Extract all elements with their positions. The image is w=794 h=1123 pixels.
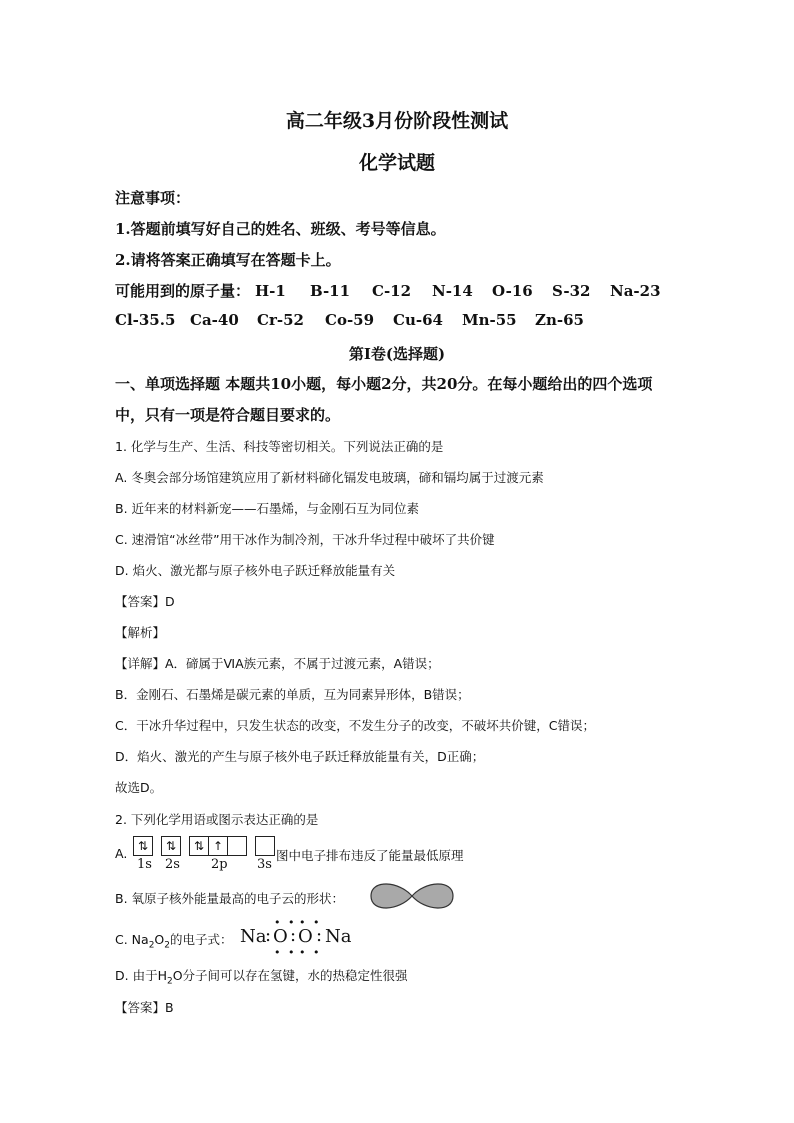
orbital-box-2p-1: ⇅ <box>189 836 209 856</box>
q1-detail-3: C．干冰升华过程中，只发生状态的改变，不发生分子的改变，不破坏共价键，C错误； <box>115 718 595 733</box>
electron-formula-o-2: O <box>298 926 313 947</box>
atomic-mass-item: S-32 <box>552 282 591 300</box>
orbital-label-2s: 2s <box>165 857 180 872</box>
q2-option-c-sub1: 2 <box>148 940 155 951</box>
q1-answer: 【答案】D <box>115 594 175 609</box>
q1-detail-5: 故选D。 <box>115 780 163 795</box>
q2-option-c-sub2: 2 <box>164 940 170 951</box>
section-heading: 第I卷(选择题) <box>348 345 446 363</box>
page-title: 高二年级3月份阶段性测试 <box>285 110 509 132</box>
atomic-mass-item: C-12 <box>372 282 412 300</box>
atomic-mass-row-2 <box>115 311 584 329</box>
atomic-mass-item: Cl-35.5 <box>115 311 176 329</box>
orbital-box-2p-2: ↑ <box>208 836 228 856</box>
notice-heading: 注意事项： <box>115 189 191 207</box>
q1-stem: 1. 化学与生产、生活、科技等密切相关。下列说法正确的是 <box>115 439 444 454</box>
q2-option-d-prefix: D. 由于H <box>115 968 167 983</box>
atomic-mass-item: N-14 <box>432 282 473 300</box>
orbital-box-2p-3 <box>227 836 247 856</box>
atomic-mass-item: Mn-55 <box>462 311 517 329</box>
q1-analysis-label: 【解析】 <box>115 625 166 640</box>
q1-option-c: C. 速滑馆“冰丝带”用干冰作为制冷剂，干冰升华过程中破坏了共价键 <box>115 532 495 547</box>
q2-option-a-text: 图中电子排布违反了能量最低原理 <box>276 848 464 863</box>
page-subtitle: 化学试题 <box>358 152 435 174</box>
p-orbital-cloud-icon <box>369 880 455 912</box>
q2-option-c-suffix: 的电子式： <box>170 932 233 947</box>
q2-option-d-suffix: O分子间可以存在氢键，水的热稳定性很强 <box>172 968 408 983</box>
electron-formula-o-1: O <box>273 926 288 947</box>
atomic-mass-item: Na-23 <box>610 282 661 300</box>
electron-formula-colon-1: : <box>265 925 272 946</box>
electron-formula-colon-2: : <box>290 925 297 946</box>
lone-pair-dots-bottom-2: • • <box>299 946 322 959</box>
orbital-label-2p: 2p <box>211 857 228 872</box>
q2-option-c-mid: O <box>154 932 165 947</box>
q2-option-d <box>115 966 408 987</box>
orbital-box-1s: ⇅ <box>133 836 153 856</box>
q2-stem: 2. 下列化学用语或图示表达正确的是 <box>115 812 319 827</box>
q1-option-a: A. 冬奥会部分场馆建筑应用了新材料碲化镉发电玻璃，碲和镉均属于过渡元素 <box>115 470 544 485</box>
atomic-mass-item: Cu-64 <box>393 311 443 329</box>
electron-formula-colon-3: : <box>316 925 323 946</box>
q1-option-b: B. 近年来的材料新宠——石墨烯，与金刚石互为同位素 <box>115 501 420 516</box>
atomic-mass-item: B-11 <box>310 282 351 300</box>
atomic-mass-label: 可能用到的原子量： <box>115 282 251 300</box>
electron-formula-na-right: Na <box>325 926 352 947</box>
q2-option-d-sub: 2 <box>166 976 173 987</box>
orbital-label-1s: 1s <box>137 857 152 872</box>
lone-pair-dots-top-1: • • <box>274 916 297 929</box>
q2-option-a-prefix: A. <box>115 846 128 861</box>
atomic-mass-item: Zn-65 <box>535 311 584 329</box>
q1-detail-2: B．金刚石、石墨烯是碳元素的单质，互为同素异形体，B错误； <box>115 687 470 702</box>
notice-item-1: 1.答题前填写好自己的姓名、班级、考号等信息。 <box>115 220 446 238</box>
electron-formula-na-left: Na <box>240 926 267 947</box>
orbital-box-2s: ⇅ <box>161 836 181 856</box>
atomic-mass-item: O-16 <box>492 282 533 300</box>
lone-pair-dots-bottom-1: • • <box>274 946 297 959</box>
q1-detail-4: D．焰火、激光的产生与原子核外电子跃迁释放能量有关，D正确； <box>115 749 485 764</box>
atomic-mass-item: H-1 <box>255 282 286 300</box>
q1-detail-1: 【详解】A．碲属于ⅥA族元素，不属于过渡元素，A错误； <box>115 656 440 671</box>
part-heading-line-1: 一、单项选择题 本题共10小题，每小题2分，共20分。在每小题给出的四个选项 <box>115 375 653 393</box>
lone-pair-dots-top-2: • • <box>299 916 322 929</box>
q1-option-d: D. 焰火、激光都与原子核外电子跃迁释放能量有关 <box>115 563 396 578</box>
orbital-box-3s <box>255 836 275 856</box>
orbital-label-3s: 3s <box>257 857 272 872</box>
notice-item-2: 2.请将答案正确填写在答题卡上。 <box>115 251 341 269</box>
atomic-mass-item: Co-59 <box>325 311 375 329</box>
atomic-mass-row-1 <box>115 280 661 301</box>
q2-option-c-prefix: C. Na <box>115 932 149 947</box>
q2-option-b: B. 氧原子核外能量最高的电子云的形状： <box>115 891 345 906</box>
atomic-mass-item: Ca-40 <box>190 311 239 329</box>
q2-answer: 【答案】B <box>115 1000 174 1015</box>
q2-option-c-label <box>115 930 233 951</box>
atomic-mass-item: Cr-52 <box>257 311 304 329</box>
part-heading-line-2: 中，只有一项是符合题目要求的。 <box>115 406 341 424</box>
